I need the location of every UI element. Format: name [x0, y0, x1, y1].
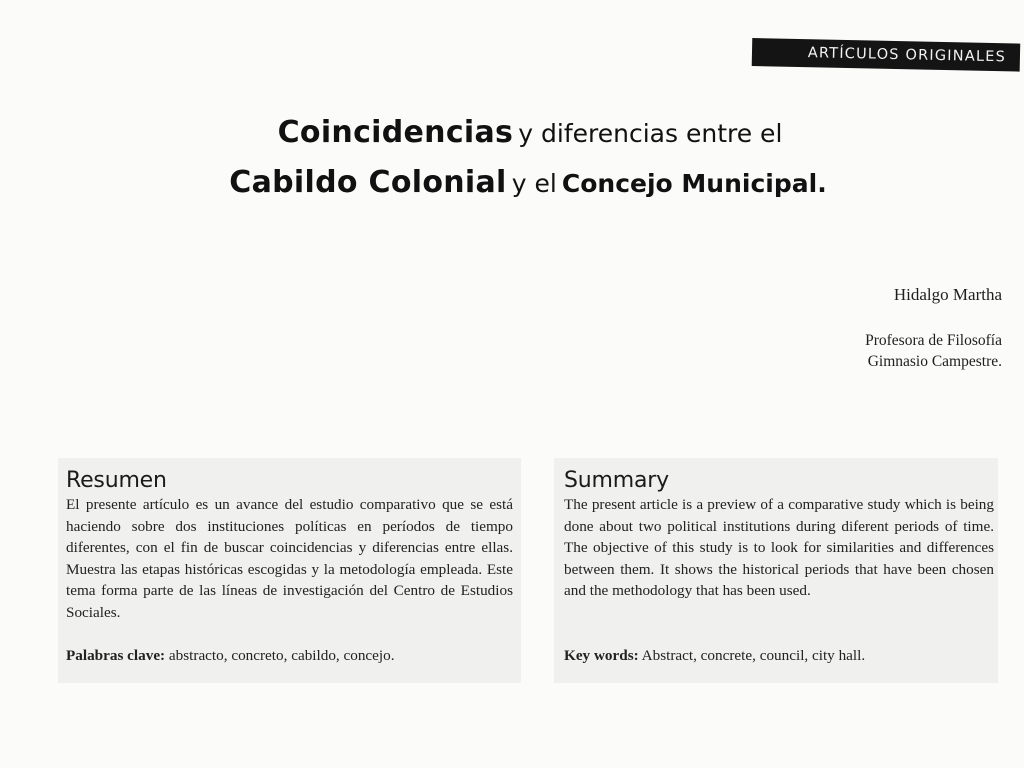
summary-body: The present article is a preview of a comparative study which is being done about two political institutions during diferent periods of time. The objective of this study is to look for similarities and differences between them. It shows the historical periods that have been chosen and the methodology that has been used.	[564, 496, 994, 600]
title-line-2	[16, 160, 1024, 210]
summary-heading: Summary	[564, 468, 669, 493]
resumen-heading: Resumen	[66, 468, 167, 493]
summary-box	[554, 458, 998, 683]
palabras-clave-value: abstracto, concreto, cabildo, concejo.	[168, 647, 395, 664]
palabras-clave	[66, 647, 395, 665]
section-banner	[752, 38, 1021, 72]
resumen-body: El presente artículo es un avance del estudio comparativo que se está haciendo sobre dos instituciones políticas en períodos de tiempo diferentes, con el fin de buscar coincidencias y diferencias entre ellas. Muestra las etapas históricas escogidas y la metodología empleada. Este tema forma parte de las líneas de investigación del Centro de Estudios Sociales.	[66, 496, 513, 621]
title-bold-3: Concejo Municipal.	[561, 169, 827, 198]
palabras-clave-label: Palabras clave:	[66, 647, 166, 664]
resumen-box	[58, 458, 521, 683]
section-label: ARTÍCULOS ORIGINALES	[807, 45, 1007, 66]
title-bold-2: Cabildo Colonial	[229, 165, 507, 200]
key-words-label: Key words:	[564, 647, 639, 664]
affiliation-line-1: Profesora de Filosofía	[865, 332, 1002, 349]
key-words	[564, 647, 865, 665]
title-line-1	[18, 110, 1024, 160]
affiliation-line-2: Gimnasio Campestre.	[867, 353, 1002, 370]
title-normal-1: y diferencias entre el	[518, 119, 783, 148]
key-words-value: Abstract, concrete, council, city hall.	[641, 647, 866, 664]
author-affiliation	[865, 330, 1002, 372]
title-normal-2: y el	[511, 169, 557, 198]
title-bold-1: Coincidencias	[277, 115, 514, 150]
author-name: Hidalgo Martha	[893, 285, 1002, 304]
article-title	[0, 110, 1024, 210]
